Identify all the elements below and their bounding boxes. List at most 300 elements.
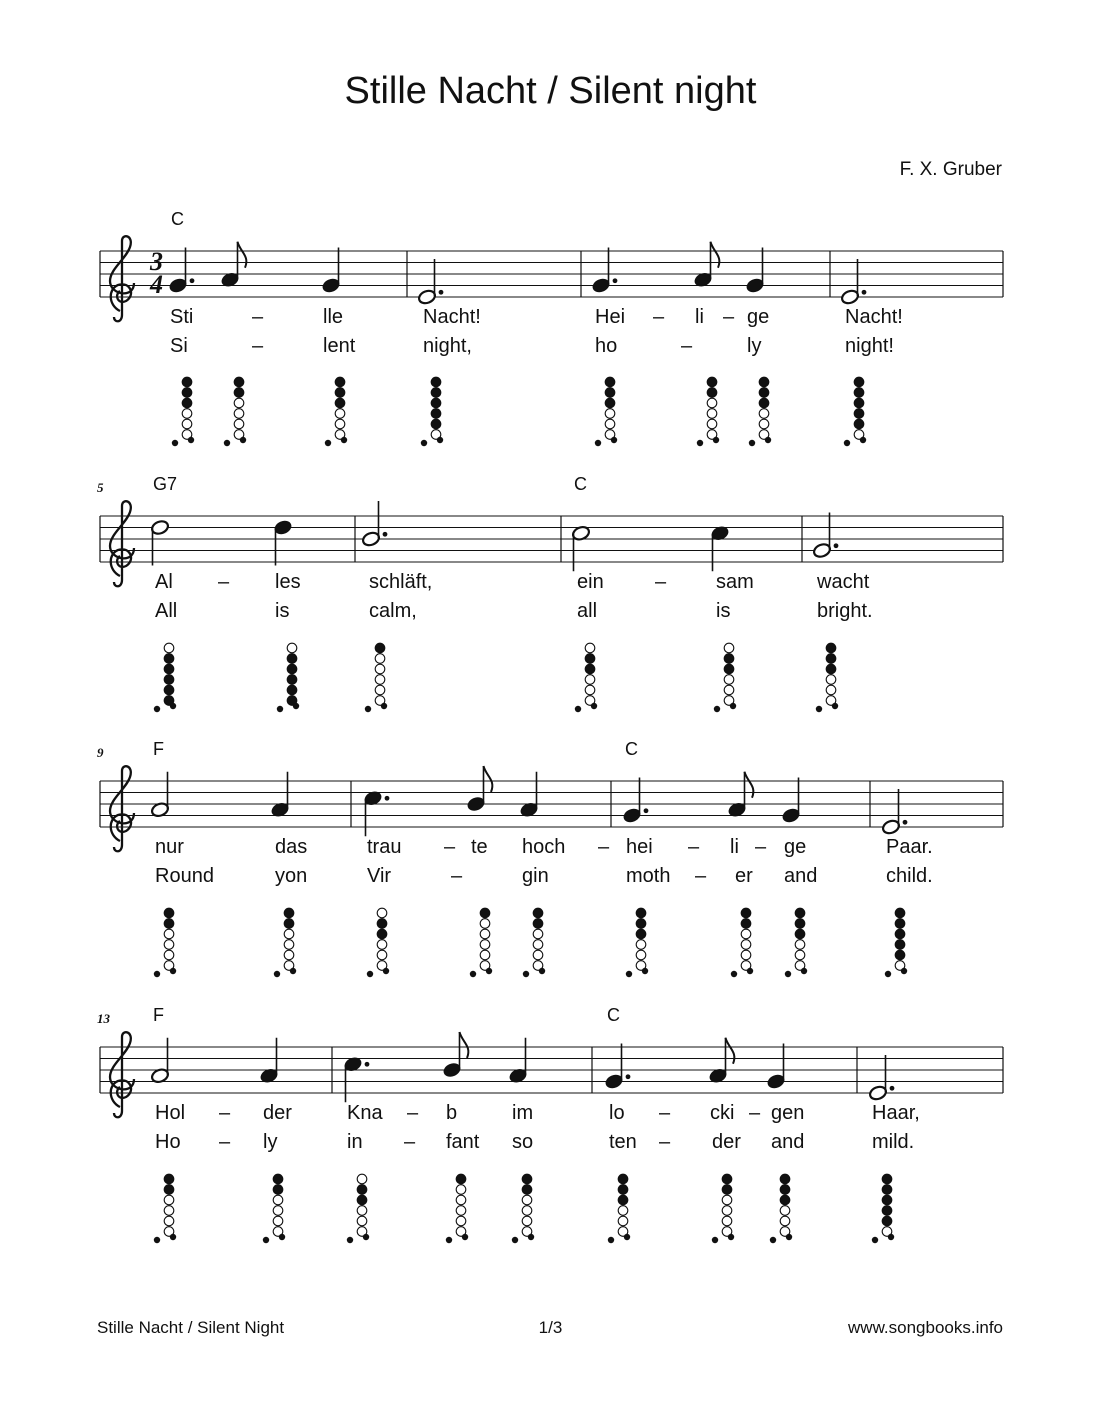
open-hole bbox=[284, 929, 294, 939]
open-hole bbox=[826, 675, 836, 685]
open-hole bbox=[724, 675, 734, 685]
whistle-fingering-diagram bbox=[365, 643, 387, 712]
half-hole bbox=[901, 968, 907, 974]
closed-hole bbox=[431, 419, 441, 429]
closed-hole bbox=[431, 388, 441, 398]
closed-hole bbox=[722, 1174, 732, 1184]
closed-hole bbox=[273, 1174, 283, 1184]
lyric-english: all bbox=[577, 600, 598, 622]
closed-hole bbox=[431, 377, 441, 387]
lyric-german: Nacht! bbox=[423, 306, 481, 328]
closed-hole bbox=[722, 1185, 732, 1195]
note bbox=[259, 1038, 279, 1084]
lyric-english: All bbox=[155, 600, 178, 622]
whistle-fingering-diagram bbox=[714, 643, 736, 712]
closed-hole bbox=[895, 919, 905, 929]
half-hole bbox=[611, 437, 617, 443]
lyric-english: moth bbox=[626, 865, 671, 887]
dot bbox=[644, 808, 649, 813]
open-hole bbox=[795, 950, 805, 960]
note bbox=[840, 259, 866, 305]
half-hole bbox=[363, 1234, 369, 1240]
closed-hole bbox=[780, 1195, 790, 1205]
dot bbox=[385, 796, 390, 801]
open-hole bbox=[759, 409, 769, 419]
note bbox=[622, 778, 648, 824]
lyric-german: Kna bbox=[347, 1102, 383, 1124]
lyric-english: – bbox=[219, 1131, 231, 1153]
closed-hole bbox=[335, 377, 345, 387]
lyric-german: – bbox=[755, 836, 767, 858]
lyric-english: yon bbox=[275, 865, 308, 887]
thumb-hole bbox=[712, 1237, 718, 1243]
closed-hole bbox=[618, 1185, 628, 1195]
closed-hole bbox=[480, 908, 490, 918]
lyric-english: mild. bbox=[872, 1131, 915, 1153]
closed-hole bbox=[780, 1185, 790, 1195]
closed-hole bbox=[164, 919, 174, 929]
thumb-hole bbox=[626, 971, 632, 977]
treble-clef-icon bbox=[110, 236, 134, 321]
closed-hole bbox=[273, 1185, 283, 1195]
half-hole bbox=[713, 437, 719, 443]
chord-symbol: F bbox=[153, 739, 164, 759]
lyric-german: te bbox=[471, 836, 488, 858]
closed-hole bbox=[287, 685, 297, 695]
lyric-english: – bbox=[681, 335, 693, 357]
whistle-fingering-diagram bbox=[367, 908, 389, 977]
lyric-english: so bbox=[512, 1131, 534, 1153]
open-hole bbox=[480, 929, 490, 939]
note bbox=[442, 1032, 468, 1078]
lyric-german: b bbox=[446, 1102, 458, 1124]
open-hole bbox=[722, 1206, 732, 1216]
lyric-german: les bbox=[275, 571, 301, 593]
thumb-hole bbox=[154, 1237, 160, 1243]
open-hole bbox=[826, 685, 836, 695]
note-flag bbox=[726, 1038, 735, 1064]
open-hole bbox=[335, 419, 345, 429]
dot bbox=[903, 820, 908, 825]
closed-hole bbox=[618, 1195, 628, 1205]
chord-symbol: C bbox=[607, 1005, 620, 1025]
closed-hole bbox=[164, 685, 174, 695]
open-hole bbox=[357, 1206, 367, 1216]
half-hole bbox=[486, 968, 492, 974]
measure-number: 9 bbox=[97, 745, 104, 760]
whistle-fingering-diagram bbox=[172, 377, 194, 446]
half-hole bbox=[383, 968, 389, 974]
lyric-german: Nacht! bbox=[845, 306, 903, 328]
open-hole bbox=[182, 409, 192, 419]
lyric-german: trau bbox=[367, 836, 402, 858]
open-hole bbox=[164, 1206, 174, 1216]
closed-hole bbox=[182, 377, 192, 387]
closed-hole bbox=[759, 398, 769, 408]
lyric-german: – bbox=[407, 1102, 419, 1124]
half-hole bbox=[437, 437, 443, 443]
closed-hole bbox=[182, 388, 192, 398]
lyric-english: – bbox=[659, 1131, 671, 1153]
open-hole bbox=[357, 1174, 367, 1184]
note bbox=[168, 248, 194, 294]
lyric-english: Round bbox=[155, 865, 214, 887]
closed-hole bbox=[707, 388, 717, 398]
lyric-english: ly bbox=[747, 335, 762, 357]
open-hole bbox=[585, 643, 595, 653]
lyric-german: lle bbox=[323, 306, 344, 328]
whistle-fingering-diagram bbox=[872, 1174, 894, 1243]
thumb-hole bbox=[816, 706, 822, 712]
whistle-fingering-diagram bbox=[595, 377, 617, 446]
closed-hole bbox=[780, 1174, 790, 1184]
half-hole bbox=[279, 1234, 285, 1240]
closed-hole bbox=[357, 1185, 367, 1195]
thumb-hole bbox=[277, 706, 283, 712]
note bbox=[571, 525, 591, 571]
note bbox=[417, 259, 443, 305]
open-hole bbox=[724, 685, 734, 695]
open-hole bbox=[377, 940, 387, 950]
chord-symbol: C bbox=[625, 739, 638, 759]
thumb-hole bbox=[224, 440, 230, 446]
closed-hole bbox=[284, 919, 294, 929]
thumb-hole bbox=[575, 706, 581, 712]
open-hole bbox=[522, 1216, 532, 1226]
closed-hole bbox=[164, 675, 174, 685]
half-hole bbox=[462, 1234, 468, 1240]
closed-hole bbox=[895, 940, 905, 950]
half-hole bbox=[730, 703, 736, 709]
lyric-german: Hei bbox=[595, 306, 626, 328]
closed-hole bbox=[618, 1174, 628, 1184]
lyric-german: – bbox=[659, 1102, 671, 1124]
open-hole bbox=[480, 919, 490, 929]
open-hole bbox=[585, 685, 595, 695]
lyric-german: gen bbox=[771, 1102, 805, 1124]
note bbox=[150, 1038, 170, 1084]
lyric-german: ge bbox=[747, 306, 770, 328]
half-hole bbox=[293, 703, 299, 709]
closed-hole bbox=[636, 919, 646, 929]
half-hole bbox=[170, 703, 176, 709]
lyric-german: Al bbox=[155, 571, 173, 593]
lyric-german: sam bbox=[716, 571, 754, 593]
lyric-english: ly bbox=[263, 1131, 278, 1153]
closed-hole bbox=[854, 388, 864, 398]
lyric-english: night! bbox=[845, 335, 894, 357]
open-hole bbox=[164, 1195, 174, 1205]
whistle-fingering-diagram bbox=[277, 643, 299, 712]
lyric-english: child. bbox=[886, 865, 933, 887]
open-hole bbox=[636, 940, 646, 950]
open-hole bbox=[480, 950, 490, 960]
thumb-hole bbox=[608, 1237, 614, 1243]
closed-hole bbox=[636, 929, 646, 939]
open-hole bbox=[533, 950, 543, 960]
thumb-hole bbox=[446, 1237, 452, 1243]
thumb-hole bbox=[714, 706, 720, 712]
note bbox=[321, 248, 341, 294]
note bbox=[150, 772, 170, 818]
closed-hole bbox=[724, 654, 734, 664]
note bbox=[710, 525, 730, 571]
chord-symbol: G7 bbox=[153, 474, 178, 494]
open-hole bbox=[234, 419, 244, 429]
note bbox=[812, 513, 838, 559]
lyric-german: schläft, bbox=[369, 571, 433, 593]
dot bbox=[862, 290, 867, 295]
half-hole bbox=[290, 968, 296, 974]
whistle-fingering-diagram bbox=[816, 643, 838, 712]
closed-hole bbox=[585, 654, 595, 664]
open-hole bbox=[375, 654, 385, 664]
half-hole bbox=[591, 703, 597, 709]
open-hole bbox=[722, 1195, 732, 1205]
lyric-english: lent bbox=[323, 335, 356, 357]
whistle-fingering-diagram bbox=[575, 643, 597, 712]
lyric-english: Vir bbox=[367, 865, 392, 887]
thumb-hole bbox=[595, 440, 601, 446]
open-hole bbox=[164, 950, 174, 960]
open-hole bbox=[273, 1206, 283, 1216]
open-hole bbox=[533, 929, 543, 939]
open-hole bbox=[357, 1216, 367, 1226]
whistle-fingering-diagram bbox=[154, 1174, 176, 1243]
thumb-hole bbox=[421, 440, 427, 446]
thumb-hole bbox=[325, 440, 331, 446]
half-hole bbox=[786, 1234, 792, 1240]
open-hole bbox=[164, 1216, 174, 1226]
open-hole bbox=[522, 1195, 532, 1205]
note-flag bbox=[745, 772, 754, 798]
half-hole bbox=[765, 437, 771, 443]
whistle-fingering-diagram bbox=[154, 908, 176, 977]
thumb-hole bbox=[885, 971, 891, 977]
treble-clef-icon bbox=[110, 766, 134, 851]
lyric-german: Sti bbox=[170, 306, 194, 328]
closed-hole bbox=[854, 419, 864, 429]
lyric-german: ge bbox=[784, 836, 807, 858]
closed-hole bbox=[826, 664, 836, 674]
open-hole bbox=[284, 940, 294, 950]
staff-system bbox=[97, 474, 1003, 712]
measure-number: 5 bbox=[97, 480, 104, 495]
closed-hole bbox=[284, 908, 294, 918]
lyric-english: in bbox=[347, 1131, 363, 1153]
lyric-english: gin bbox=[522, 865, 549, 887]
lyric-german: der bbox=[263, 1102, 292, 1124]
closed-hole bbox=[895, 908, 905, 918]
open-hole bbox=[164, 929, 174, 939]
chord-symbol: C bbox=[574, 474, 587, 494]
note bbox=[727, 772, 753, 818]
whistle-fingering-diagram bbox=[224, 377, 246, 446]
lyric-german: – bbox=[219, 1102, 231, 1124]
closed-hole bbox=[335, 398, 345, 408]
chord-symbol: F bbox=[153, 1005, 164, 1025]
lyric-german: Haar, bbox=[872, 1102, 920, 1124]
treble-clef-icon bbox=[110, 501, 134, 586]
open-hole bbox=[234, 409, 244, 419]
closed-hole bbox=[795, 929, 805, 939]
lyric-german: cki bbox=[710, 1102, 735, 1124]
open-hole bbox=[636, 950, 646, 960]
lyric-german: das bbox=[275, 836, 308, 858]
closed-hole bbox=[377, 929, 387, 939]
dot bbox=[834, 543, 839, 548]
thumb-hole bbox=[172, 440, 178, 446]
open-hole bbox=[456, 1185, 466, 1195]
open-hole bbox=[605, 419, 615, 429]
note-flag bbox=[238, 242, 247, 268]
half-hole bbox=[240, 437, 246, 443]
closed-hole bbox=[605, 398, 615, 408]
half-hole bbox=[860, 437, 866, 443]
half-hole bbox=[888, 1234, 894, 1240]
whistle-fingering-diagram bbox=[446, 1174, 468, 1243]
closed-hole bbox=[854, 398, 864, 408]
whistle-fingering-diagram bbox=[154, 643, 176, 712]
lyric-english: bright. bbox=[817, 600, 873, 622]
lyric-english: and bbox=[771, 1131, 805, 1153]
lyric-english: – bbox=[404, 1131, 416, 1153]
whistle-fingering-diagram bbox=[608, 1174, 630, 1243]
half-hole bbox=[528, 1234, 534, 1240]
closed-hole bbox=[287, 654, 297, 664]
staff-system bbox=[97, 739, 1003, 977]
closed-hole bbox=[164, 908, 174, 918]
open-hole bbox=[585, 675, 595, 685]
closed-hole bbox=[636, 908, 646, 918]
closed-hole bbox=[882, 1216, 892, 1226]
thumb-hole bbox=[367, 971, 373, 977]
lyric-english: ten bbox=[609, 1131, 637, 1153]
open-hole bbox=[273, 1195, 283, 1205]
open-hole bbox=[335, 409, 345, 419]
closed-hole bbox=[759, 388, 769, 398]
lyric-english: – bbox=[695, 865, 707, 887]
open-hole bbox=[795, 940, 805, 950]
lyric-german: hei bbox=[626, 836, 653, 858]
thumb-hole bbox=[770, 1237, 776, 1243]
open-hole bbox=[375, 685, 385, 695]
half-hole bbox=[747, 968, 753, 974]
dot bbox=[365, 1062, 370, 1067]
whistle-fingering-diagram bbox=[785, 908, 807, 977]
open-hole bbox=[780, 1206, 790, 1216]
closed-hole bbox=[707, 377, 717, 387]
closed-hole bbox=[724, 664, 734, 674]
thumb-hole bbox=[872, 1237, 878, 1243]
thumb-hole bbox=[512, 1237, 518, 1243]
closed-hole bbox=[164, 654, 174, 664]
open-hole bbox=[456, 1216, 466, 1226]
thumb-hole bbox=[154, 971, 160, 977]
footer-website: www.songbooks.info bbox=[848, 1318, 1003, 1337]
lyric-english: er bbox=[735, 865, 753, 887]
closed-hole bbox=[895, 929, 905, 939]
open-hole bbox=[780, 1216, 790, 1226]
closed-hole bbox=[882, 1195, 892, 1205]
open-hole bbox=[522, 1206, 532, 1216]
half-hole bbox=[832, 703, 838, 709]
lyric-german: – bbox=[688, 836, 700, 858]
note bbox=[519, 772, 539, 818]
lyric-german: – bbox=[723, 306, 735, 328]
note bbox=[273, 519, 293, 565]
open-hole bbox=[605, 409, 615, 419]
half-hole bbox=[539, 968, 545, 974]
time-signature-top: 3 bbox=[150, 247, 163, 276]
thumb-hole bbox=[844, 440, 850, 446]
lyric-english: is bbox=[275, 600, 290, 622]
note bbox=[766, 1044, 786, 1090]
closed-hole bbox=[826, 643, 836, 653]
thumb-hole bbox=[263, 1237, 269, 1243]
half-hole bbox=[728, 1234, 734, 1240]
whistle-fingering-diagram bbox=[470, 908, 492, 977]
closed-hole bbox=[533, 919, 543, 929]
thumb-hole bbox=[749, 440, 755, 446]
half-hole bbox=[801, 968, 807, 974]
note bbox=[745, 248, 765, 294]
half-hole bbox=[341, 437, 347, 443]
lyric-german: Hol bbox=[155, 1102, 186, 1124]
dot bbox=[383, 532, 388, 537]
open-hole bbox=[741, 940, 751, 950]
open-hole bbox=[707, 398, 717, 408]
composer: F. X. Gruber bbox=[899, 159, 1002, 180]
thumb-hole bbox=[154, 706, 160, 712]
closed-hole bbox=[854, 409, 864, 419]
footer-song-name: Stille Nacht / Silent Night bbox=[97, 1318, 285, 1337]
whistle-fingering-diagram bbox=[263, 1174, 285, 1243]
half-hole bbox=[188, 437, 194, 443]
closed-hole bbox=[234, 377, 244, 387]
note bbox=[150, 519, 170, 565]
thumb-hole bbox=[274, 971, 280, 977]
closed-hole bbox=[522, 1174, 532, 1184]
lyric-english: fant bbox=[446, 1131, 480, 1153]
note-flag bbox=[484, 766, 493, 792]
open-hole bbox=[724, 643, 734, 653]
closed-hole bbox=[335, 388, 345, 398]
closed-hole bbox=[605, 388, 615, 398]
half-hole bbox=[170, 968, 176, 974]
whistle-fingering-diagram bbox=[626, 908, 648, 977]
open-hole bbox=[164, 643, 174, 653]
note-flag bbox=[460, 1032, 469, 1058]
note bbox=[466, 766, 492, 812]
whistle-fingering-diagram bbox=[347, 1174, 369, 1243]
closed-hole bbox=[882, 1174, 892, 1184]
lyric-german: hoch bbox=[522, 836, 566, 858]
open-hole bbox=[480, 940, 490, 950]
closed-hole bbox=[759, 377, 769, 387]
song-title: Stille Nacht / Silent night bbox=[344, 70, 757, 112]
open-hole bbox=[707, 419, 717, 429]
closed-hole bbox=[182, 398, 192, 408]
closed-hole bbox=[164, 1185, 174, 1195]
lyric-german: ein bbox=[577, 571, 604, 593]
half-hole bbox=[642, 968, 648, 974]
footer-page-number: 1/3 bbox=[538, 1318, 563, 1337]
closed-hole bbox=[826, 654, 836, 664]
closed-hole bbox=[605, 377, 615, 387]
whistle-fingering-diagram bbox=[697, 377, 719, 446]
thumb-hole bbox=[785, 971, 791, 977]
